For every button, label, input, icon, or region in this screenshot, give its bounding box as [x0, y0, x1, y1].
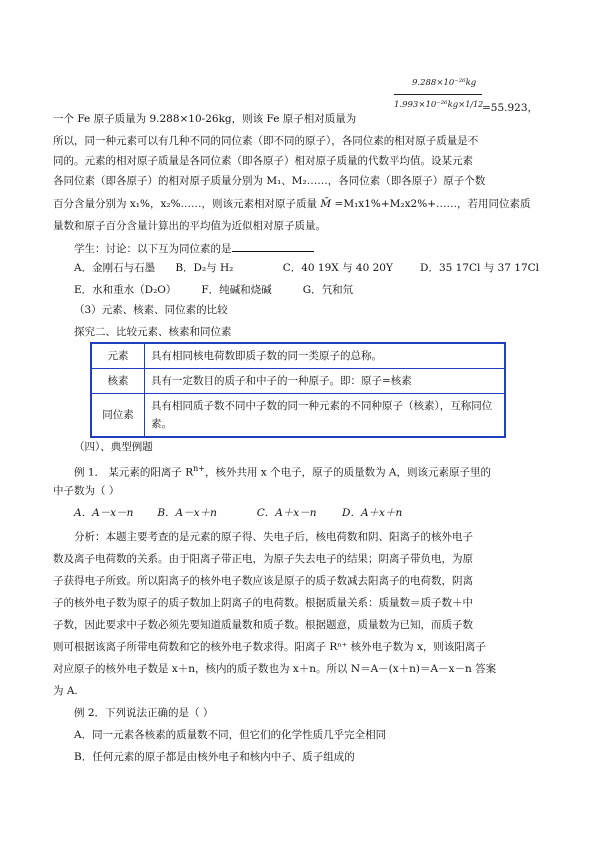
- section-heading: （3）元素、核素、同位素的比较: [74, 304, 228, 316]
- analysis-line: 分析：本题主要考查的是元素的原子得、失电子后，核电荷数和阴、阳离子的核外电子: [74, 531, 473, 543]
- option-a[interactable]: A．同一元素各核素的质量数不同，但它们的化学性质几乎完全相同: [74, 729, 387, 741]
- analysis-line: 则可根据该离子所带电荷数和它的核外电子数求得。阳离子 Rⁿ⁺ 核外电子数为 x，则该阳离子: [53, 641, 486, 653]
- analysis-line: 数及离子电荷数的关系。由于阳离子带正电，为原子失去电子的结果；阴离子带负电，为原: [53, 553, 473, 565]
- fraction-numerator: 9.288×10⁻²⁶kg: [412, 78, 477, 88]
- option-a[interactable]: A．A－x－n: [74, 507, 134, 519]
- paragraph-line: 一个 Fe 原子质量为 9.288×10-26kg，则该 Fe 原子相对质量为: [53, 113, 357, 125]
- table-cell: 具有相同质子数不同中子数的同一种元素的不同种原子（核素），互称同位素。: [145, 394, 506, 438]
- section-heading: 探究二、比较元素、核素和同位素: [74, 326, 232, 338]
- option-b[interactable]: B．任何元素的原子都是由核外电子和核内中子、质子组成的: [74, 751, 355, 763]
- table-row: [91, 369, 505, 394]
- example-1-options: [74, 506, 402, 520]
- analysis-line: 子数，因此要求中子数必须先要知道质量数和质子数。根据题意，质量数为已知，而质子数: [53, 619, 473, 631]
- question-options-row-1: [74, 261, 539, 275]
- option-f[interactable]: F．纯碱和烧碱: [201, 284, 272, 296]
- paragraph-line: 同的。元素的相对原子质量是各同位素（即各原子）相对原子质量的代数平均值。设某元素: [53, 155, 473, 167]
- option-c[interactable]: C．A＋x－n: [256, 507, 317, 519]
- table-header-cell: 同位素: [91, 394, 145, 438]
- answer-blank[interactable]: [232, 241, 314, 252]
- example-2-stem: 例 2．下列说法正确的是（ ）: [74, 707, 214, 719]
- fraction-denominator: 1.993×10⁻²⁶kg×1/12: [394, 100, 484, 110]
- table-header-cell: 元素: [91, 343, 145, 369]
- table-cell: 具有一定数目的质子和中子的一种原子。即：原子=核素: [145, 369, 506, 394]
- paragraph-line: 量数和原子百分含量计算出的平均值为近似相对原子质量。: [53, 220, 326, 232]
- option-d[interactable]: D．A＋x＋n: [342, 507, 403, 519]
- option-d[interactable]: D．35 17Cl 与 37 17Cl: [420, 262, 540, 274]
- analysis-line: 为 A.: [53, 685, 78, 697]
- example-1-stem: 中子数为（ ）: [53, 485, 120, 497]
- example-1-stem: 例 1． 某元素的阳离子 $R^{n+}$，核外共用 x 个电子，原子的质量数为 A，则该元素原子里的: [74, 464, 491, 479]
- analysis-line: 子获得电子所致。所以阳离子的核外电子数应该是原子的质子数减去阳离子的电荷数，阴离: [53, 575, 473, 587]
- option-a[interactable]: A．金刚石与石墨: [74, 262, 156, 274]
- paragraph-line: 各同位素（即各原子）的相对原子质量分别为 M₁、M₂……，各同位素（即各原子）原子个数: [53, 175, 486, 187]
- section-heading: （四）、典型例题: [74, 441, 153, 453]
- table-row: [91, 343, 505, 369]
- fraction-result: =55.923，: [482, 102, 539, 114]
- relative-mass-fraction: [392, 74, 488, 130]
- analysis-line: 对应原子的核外电子数是 x＋n，核内的质子数也为 x＋n。所以 N＝A－(x＋n)＝A－x－n 答案: [53, 663, 497, 675]
- option-e[interactable]: E．水和重水（D₂O）: [74, 284, 177, 296]
- option-b[interactable]: B．A－x＋n: [157, 507, 217, 519]
- question-prompt: 学生：讨论：以下互为同位素的是: [74, 241, 314, 256]
- paragraph-line: 所以，同一种元素可以有几种不同的同位素（即不同的原子），各同位素的相对原子质量是不: [53, 135, 479, 147]
- comparison-table: [90, 342, 506, 438]
- table-row: [91, 394, 505, 438]
- analysis-line: 子的核外电子数为原子的质子数加上阴离子的电荷数。根据质量关系：质量数＝质子数＋中: [53, 597, 473, 609]
- table-header-cell: 核素: [91, 369, 145, 394]
- paragraph-line: 百分含量分别为 x₁%，x₂%……，则该元素相对原子质量 M̄ =M₁x1%+M₂x2%+……，若用同位素质: [53, 198, 531, 210]
- fraction-bar: [394, 94, 482, 95]
- option-g[interactable]: G．氕和氘: [302, 284, 354, 296]
- option-c[interactable]: C．40 19X 与 40 20Y: [282, 262, 393, 274]
- table-cell: 具有相同核电荷数即质子数的同一类原子的总称。: [145, 343, 506, 369]
- question-options-row-2: [74, 283, 353, 297]
- option-b[interactable]: B．D₂与 H₂: [175, 262, 234, 274]
